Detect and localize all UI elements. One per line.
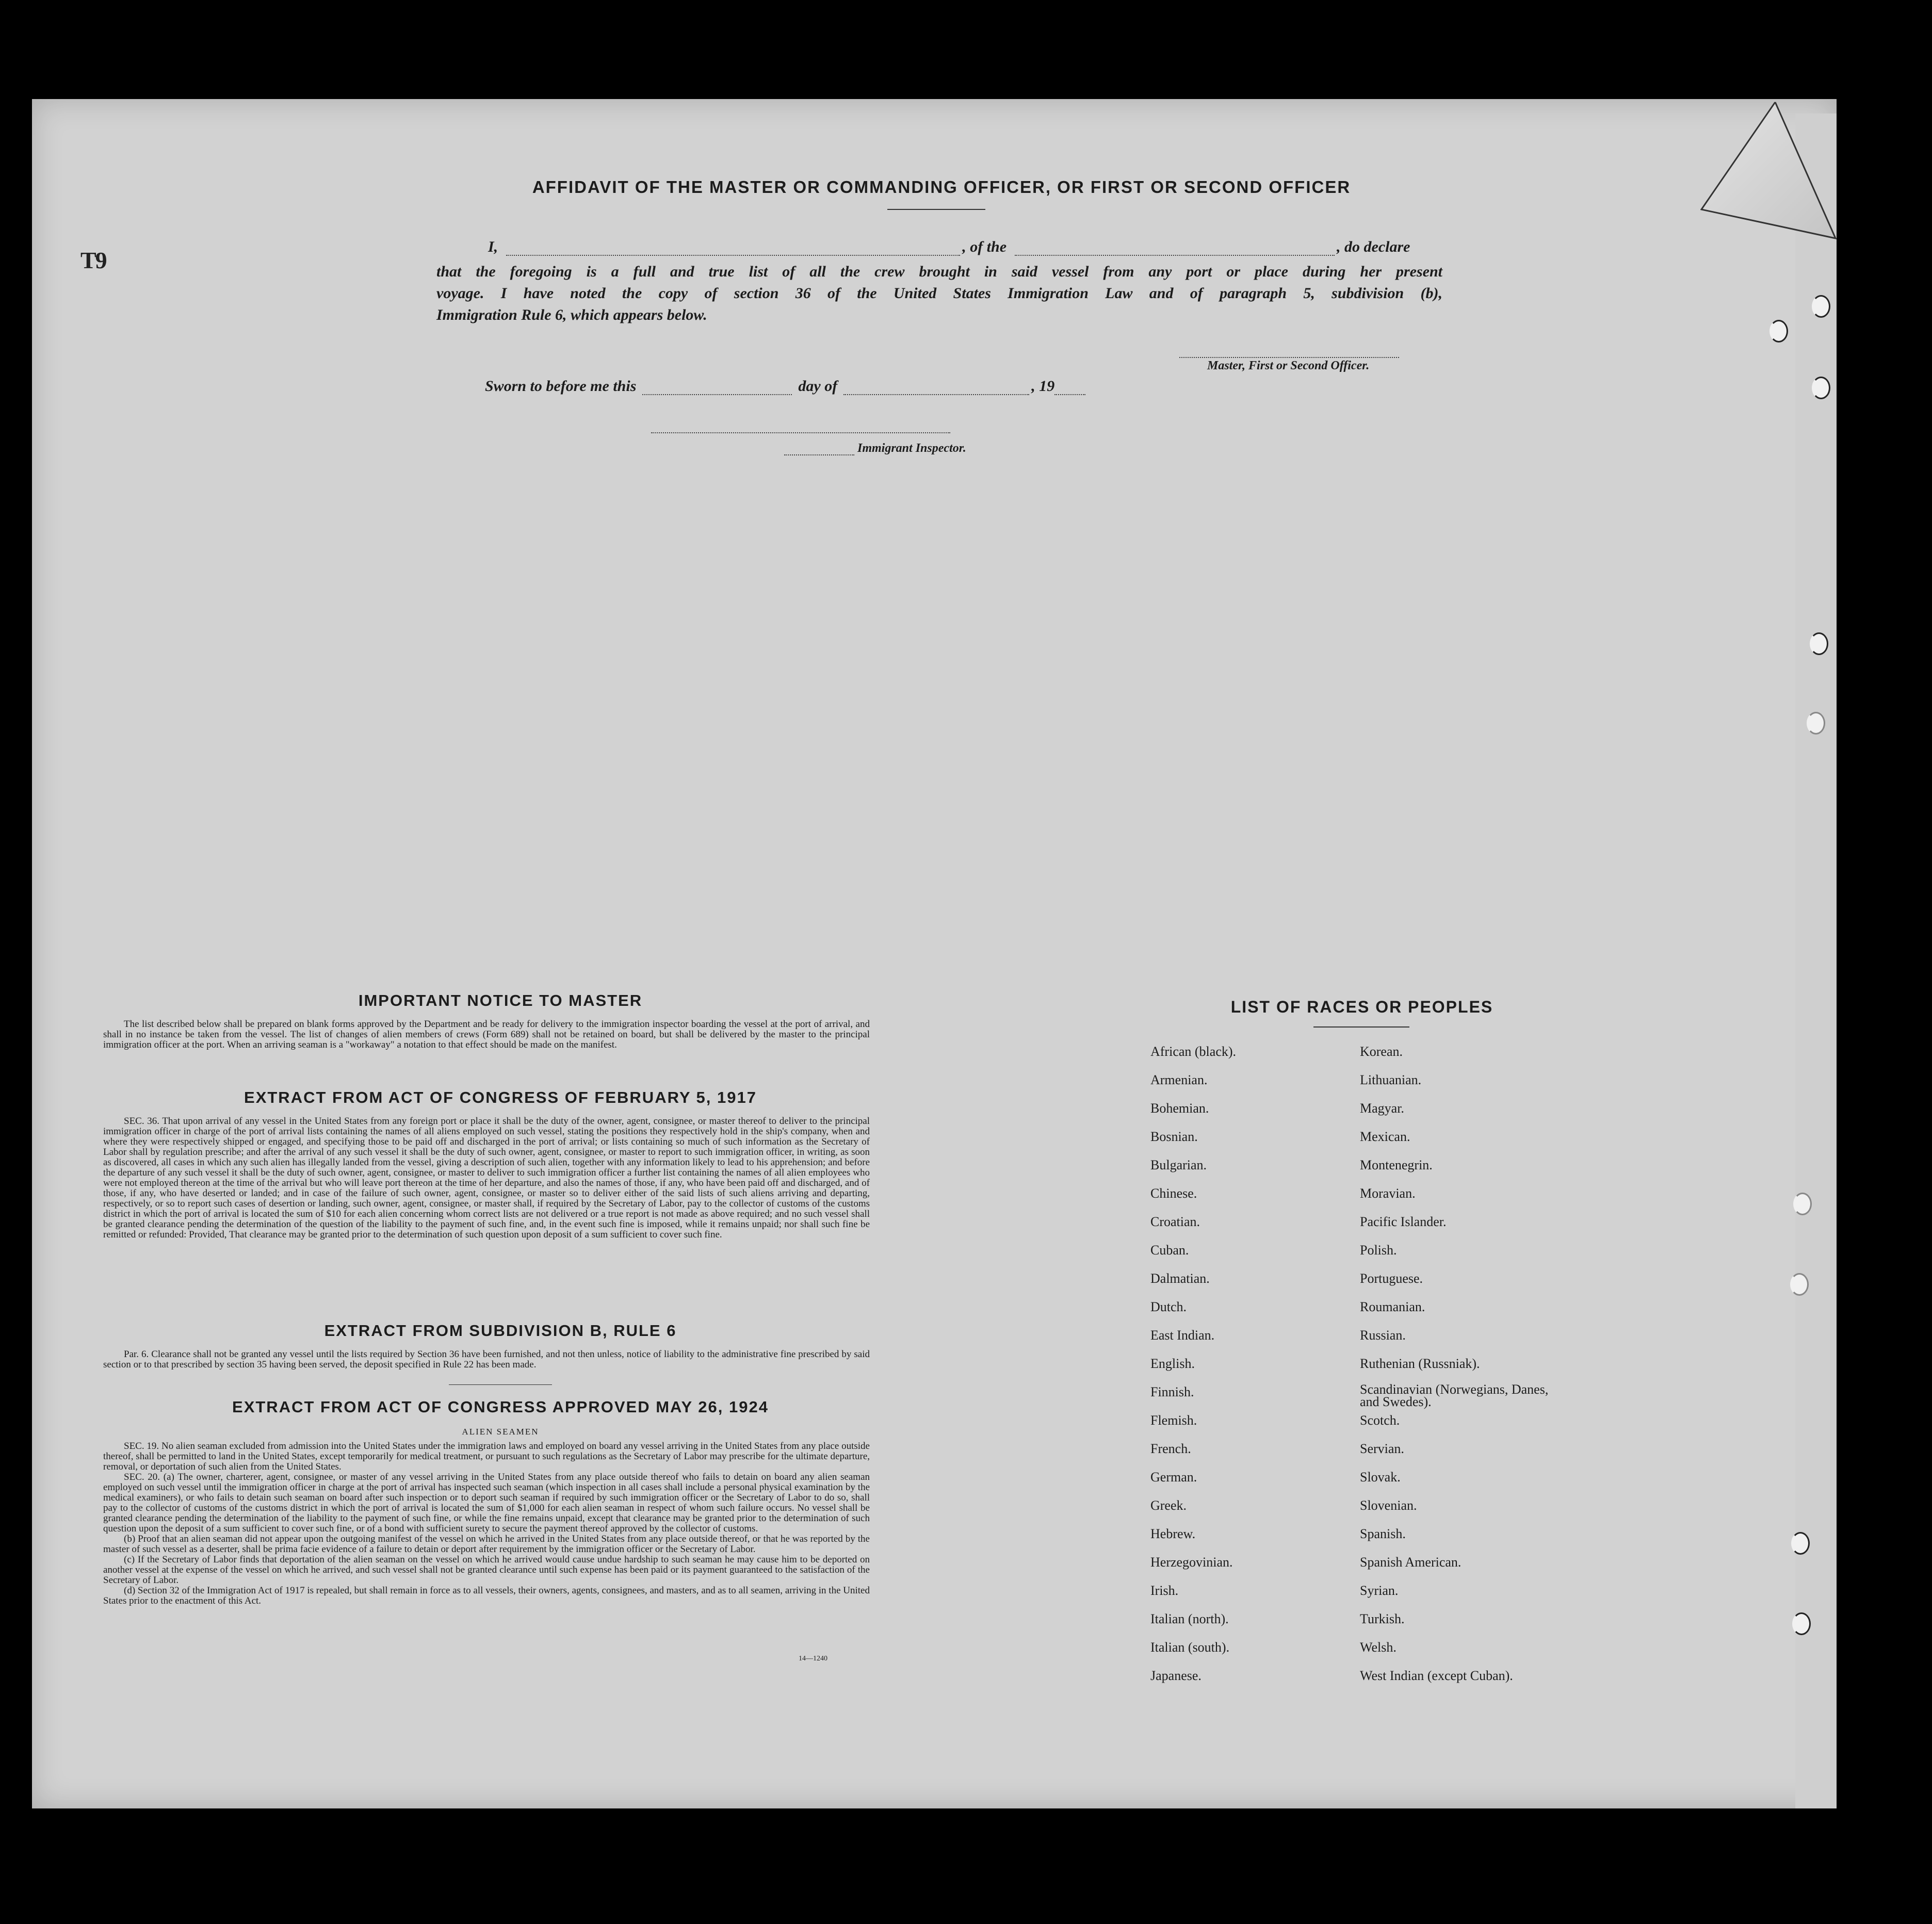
race-item: Spanish. [1360, 1526, 1406, 1541]
race-item: Japanese. [1150, 1668, 1202, 1683]
i-label: I, [488, 238, 498, 255]
vessel-field[interactable] [1015, 255, 1335, 256]
race-item: Welsh. [1360, 1640, 1397, 1655]
races-right-column [1360, 1043, 1577, 1695]
extract-rule6-title: EXTRACT FROM SUBDIVISION B, RULE 6 [324, 1322, 677, 1340]
master-signature-label: Master, First or Second Officer. [1207, 359, 1370, 372]
folded-corner-outline [1700, 101, 1837, 239]
race-item: Irish. [1150, 1583, 1179, 1598]
race-item: West Indian (except Cuban). [1360, 1668, 1513, 1683]
race-item: Turkish. [1360, 1611, 1405, 1626]
section-19-paragraph: SEC. 19. No alien seaman excluded from admission into the United States under the immigration laws and employed on board any vessel arriving in the United States from any place outside thereof, shall be permitted to land in the United States, except temporarily for medical treatment, or pursuant to such regulations as the Secretary of Labor may prescribe for the ultimate departure, removal, or deportation of such alien from the United States. [103, 1441, 870, 1472]
race-item: Armenian. [1150, 1072, 1208, 1087]
race-item: Slovak. [1360, 1470, 1401, 1485]
races-title-rule [1313, 1026, 1409, 1028]
race-item: Dalmatian. [1150, 1271, 1210, 1286]
notice-paragraph: The list described below shall be prepared on blank forms approved by the Department and be ready for delivery to the immigration inspector boarding the vessel at the port of arrival, and shall in no instance be taken from the vessel. The list of changes of alien members of crews (Form 689) shall not be retained on board, but shall be delivered by the master to the principal immigration officer at the port. When an arriving seaman is a "workaway" a notation to that effect should be made on the manifest. [103, 1019, 870, 1050]
extract-1917-title: EXTRACT FROM ACT OF CONGRESS OF FEBRUARY 5, 1917 [244, 1088, 757, 1106]
race-item: Lithuanian. [1360, 1072, 1422, 1087]
sworn-year-field[interactable] [1054, 394, 1085, 395]
binder-hole [1791, 1532, 1810, 1555]
binder-hole [1812, 295, 1830, 318]
race-item: Magyar. [1360, 1101, 1404, 1116]
sworn-label: Sworn to before me this [485, 378, 637, 395]
race-item: African (black). [1150, 1044, 1237, 1059]
affidavit-declaration-line [436, 238, 1442, 256]
extract-1917-body [103, 1116, 870, 1240]
race-item: Greek. [1150, 1498, 1187, 1513]
race-item: Italian (north). [1150, 1611, 1229, 1626]
day-of-label: day of [798, 378, 838, 395]
form-number: 14—1240 [799, 1655, 827, 1662]
binder-hole [1793, 1193, 1812, 1215]
race-item: Chinese. [1150, 1186, 1197, 1201]
section-36-paragraph: SEC. 36. That upon arrival of any vessel in the United States from any foreign port or place it shall be the duty of the owner, agent, consignee, or master thereof to deliver to the principal immigration officer in charge of the port of arrival lists containing the names of all aliens employed on such vessel, stating the positions they respectively hold in the ship's company, when and where they were respectively shipped or engaged, and specifying those to be paid off and discharged in the port of arrival; or lists containing so much of such information as the Secretary of Labor shall by regulation prescribe; and after the arrival of any such vessel it shall be the duty of such owner, agent, consignee, or master to report to such immigration officer, in writing, as soon as discovered, all cases in which any such alien has illegally landed from the vessel, giving a description of such alien, together with any information likely to lead to his apprehension; and before the departure of any such vessel it shall be the duty of such owner, agent, consignee, or master to deliver to such immigration officer a further list containing the names of all alien employees who were not employed thereon at the time of the arrival but who will leave port thereon at the time of her departure, and also the names of those, if any, who have been paid off and discharged, and of those, if any, who have deserted or landed; and in case of the failure of such owner, agent, consignee, or master so to deliver either of the said lists of such aliens arriving and departing, respectively, or so to report such cases of desertion or landing, such owner, agent, consignee, or master shall, if required by the Secretary of Labor, pay to the collector of customs of the customs district in which the port of arrival is located the sum of $10 for each alien concerning whom correct lists are not delivered or a true report is not made as above required; and no such vessel shall be granted clearance pending the determination of the question of the liability to the payment of such fine, and, in the event such fine is imposed, while it remains unpaid; nor shall such fine be remitted or refunded: Provided, That clearance may be granted prior to the determination of such question upon deposit of a sum sufficient to cover such fine. [103, 1116, 870, 1240]
race-item: Polish. [1360, 1243, 1397, 1258]
extract-rule6-body [103, 1349, 870, 1370]
race-item: East Indian. [1150, 1328, 1215, 1343]
inspector-signature-field[interactable] [651, 422, 950, 433]
race-item: Syrian. [1360, 1583, 1399, 1598]
race-item: Bohemian. [1150, 1101, 1209, 1116]
section-20b-paragraph: (b) Proof that an alien seaman did not appear upon the outgoing manifest of the vessel on which he arrived in the United States from any place outside thereof, or that he was reported by the master of such vessel as a deserter, shall be prima facie evidence of a failure to detain or deport after requirement by the immigration officer or the Secretary of Labor. [103, 1534, 870, 1555]
race-item: Finnish. [1150, 1384, 1194, 1399]
binder-hole [1807, 712, 1825, 735]
inspector-dotted-lead [784, 454, 854, 455]
race-item: German. [1150, 1470, 1197, 1485]
name-field[interactable] [506, 255, 960, 256]
race-item: Russian. [1360, 1328, 1406, 1343]
race-item: Servian. [1360, 1441, 1404, 1456]
race-item: Bulgarian. [1150, 1157, 1207, 1172]
section-20d-paragraph: (d) Section 32 of the Immigration Act of 1917 is repealed, but shall remain in force as to all vessels, their owners, agents, consignees, and masters, and as to all seamen, arriving in the United States prior to the enactment of this Act. [103, 1585, 870, 1606]
extract-1924-body [103, 1441, 870, 1606]
race-item: Herzegovinian. [1150, 1555, 1233, 1570]
races-title: LIST OF RACES OR PEOPLES [1230, 998, 1493, 1016]
notice-title: IMPORTANT NOTICE TO MASTER [358, 991, 643, 1009]
affidavit-text-line-3: Immigration Rule 6, which appears below. [436, 306, 707, 323]
binder-hole [1810, 632, 1828, 655]
race-item: Mexican. [1360, 1129, 1410, 1144]
alien-seamen-subtitle: ALIEN SEAMEN [462, 1427, 539, 1437]
binder-hole [1790, 1273, 1809, 1296]
race-item: Scandinavian (Norwegians, Danes, and Swedes). [1360, 1382, 1549, 1409]
section-20c-paragraph: (c) If the Secretary of Labor finds that deportation of the alien seaman on the vessel on which he arrived would cause undue hardship to such seaman he may cause him to be deported on another vessel at the expense of the vessel on which he arrived, and such vessel shall not be granted clearance until such expense has been paid or its payment guaranteed to the satisfaction of the Secretary of Labor. [103, 1554, 870, 1586]
extract-1924-title: EXTRACT FROM ACT OF CONGRESS APPROVED MAY 26, 1924 [232, 1398, 769, 1416]
sworn-day-field[interactable] [642, 394, 792, 395]
sworn-month-field[interactable] [843, 394, 1029, 395]
race-item: Croatian. [1150, 1214, 1200, 1229]
race-item: Italian (south). [1150, 1640, 1230, 1655]
race-item: Flemish. [1150, 1413, 1197, 1428]
race-item: Pacific Islander. [1360, 1214, 1447, 1229]
affidavit-title-rule [887, 209, 985, 210]
binder-hole [1812, 377, 1830, 399]
section-20a-paragraph: SEC. 20. (a) The owner, charterer, agent, consignee, or master of any vessel arriving in the United States from any place outside thereof who fails to detain on board any alien seaman employed on such vessel until the immigration officer in charge at the port of arrival has inspected such seaman (which inspection in all cases shall include a personal physical examination by the medical examiners), or who fails to detain such seaman on board after such inspection or to deport such seaman if required by such immigration officer or the Secretary of Labor to do so, shall pay to the collector of customs of the customs district in which the port of arrival is located the sum of $1,000 for each alien seaman in respect of whom such failure occurs. No vessel shall be granted clearance pending the determination of the liability to the payment of such fine, or while the fine remains unpaid, except that clearance may be granted prior to the determination of such question upon the deposit of a sum sufficient to cover such fine, or of a bond with sufficient surety to secure the payment thereof approved by the collector of customs. [103, 1472, 870, 1534]
notice-body [103, 1019, 870, 1050]
race-item: Bosnian. [1150, 1129, 1198, 1144]
race-item: French. [1150, 1441, 1191, 1456]
race-item: English. [1150, 1356, 1195, 1371]
race-item: Dutch. [1150, 1299, 1187, 1314]
race-item: Hebrew. [1150, 1526, 1196, 1541]
rule6-divider [449, 1384, 552, 1385]
do-declare-label: , do declare [1337, 238, 1410, 255]
sworn-line [485, 378, 1156, 395]
race-item: Korean. [1360, 1044, 1403, 1059]
race-item: Scotch. [1360, 1413, 1400, 1428]
races-left-column [1150, 1043, 1346, 1695]
race-item: Spanish American. [1360, 1555, 1462, 1570]
affidavit-text-line-2: voyage. I have noted the copy of section 36 of the United States Immigration Law and of paragraph 5, subdivision (b), [436, 285, 1442, 302]
inspector-label: Immigrant Inspector. [857, 442, 966, 455]
inspector-line [784, 442, 966, 455]
race-item: Cuban. [1150, 1243, 1189, 1258]
paragraph-6: Par. 6. Clearance shall not be granted any vessel until the lists required by Section 36 have been furnished, and not then unless, notice of liability to the administrative fine prescribed by said section or to that prescribed by section 35 having been served, the deposit specified in Rule 22 has been made. [103, 1349, 870, 1370]
affidavit-text-line-1: that the foregoing is a full and true list of all the crew brought in said vessel from any port or place during her present [436, 263, 1442, 280]
stamp-mark: T9 [80, 247, 106, 273]
race-item: Moravian. [1360, 1186, 1416, 1201]
binder-hole [1792, 1612, 1811, 1635]
master-signature-field[interactable] [1179, 347, 1399, 358]
race-item: Roumanian. [1360, 1299, 1425, 1314]
race-item: Montenegrin. [1360, 1157, 1433, 1172]
of-the-label: , of the [962, 238, 1007, 255]
race-item: Slovenian. [1360, 1498, 1417, 1513]
race-item: Ruthenian (Russniak). [1360, 1356, 1480, 1371]
year-label: , 19 [1031, 378, 1055, 395]
affidavit-title: AFFIDAVIT OF THE MASTER OR COMMANDING OFFICER, OR FIRST OR SECOND OFFICER [532, 177, 1351, 197]
race-item: Portuguese. [1360, 1271, 1423, 1286]
binder-hole [1769, 320, 1788, 343]
